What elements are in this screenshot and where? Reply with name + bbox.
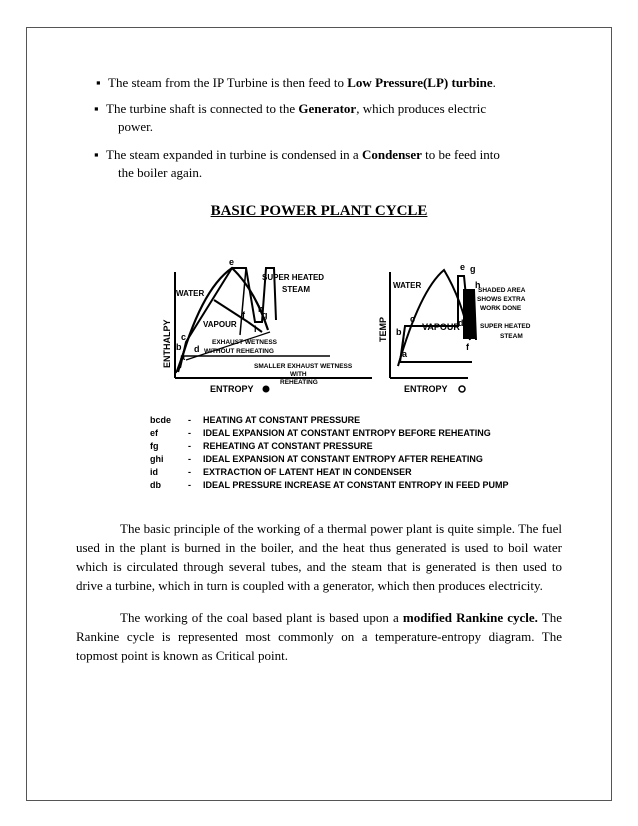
section-title: BASIC POWER PLANT CYCLE: [210, 203, 428, 219]
svg-text:EXTRACTION OF LATENT HEAT IN C: EXTRACTION OF LATENT HEAT IN CONDENSER: [203, 467, 412, 477]
r-point-g: g: [470, 264, 476, 274]
right-water-label: WATER: [393, 281, 422, 290]
right-vapour-label: VAPOUR: [422, 322, 460, 332]
water-label: WATER: [176, 289, 205, 298]
legend-row: [150, 454, 483, 464]
svg-text:-: -: [188, 480, 191, 490]
point-g: g: [262, 310, 268, 320]
svg-text:IDEAL EXPANSION AT CONSTANT EN: IDEAL EXPANSION AT CONSTANT ENTROPY BEFORE REHEATING: [203, 428, 491, 438]
note1a: EXHAUST WETNESS: [212, 339, 278, 346]
r-point-c: c: [410, 314, 416, 324]
r-point-a: a: [402, 349, 408, 359]
left-ylabel: ENTHALPY: [162, 319, 172, 368]
bullet-item: ▪ The turbine shaft is connected to the Generator, which produces electric power.: [94, 101, 487, 134]
note2b: WITH: [290, 371, 307, 378]
note2c: REHEATING: [280, 379, 318, 386]
svg-text:-: -: [188, 428, 191, 438]
r-point-b: b: [396, 327, 402, 337]
svg-text:REHEATING AT CONSTANT PRESSURE: REHEATING AT CONSTANT PRESSURE: [203, 441, 373, 451]
r-point-f: f: [466, 342, 469, 352]
legend-row: [150, 480, 509, 490]
svg-text:bcde: bcde: [150, 415, 172, 425]
right-xlabel: ENTROPY: [404, 384, 448, 394]
super2: STEAM: [500, 333, 523, 340]
point-b: b: [176, 342, 182, 352]
point-c: c: [181, 332, 187, 342]
svg-text:-: -: [188, 441, 191, 451]
point-e: e: [229, 257, 235, 267]
process-legend: [150, 415, 509, 490]
note1b: WITHOUT REHEATING: [204, 348, 274, 355]
legend-row: [150, 428, 491, 438]
paragraph-principle: The basic principle of the working of a thermal power plant is quite simple. The fuel used in the plant is burned in the boiler, and the heat thus generated is used to boil water which is circulated through several tubes, and the steam that is generated is then used to drive a turbine, which in turn is coupled with a generator, which then produces electricity.: [76, 521, 562, 593]
svg-text:IDEAL EXPANSION AT CONSTANT EN: IDEAL EXPANSION AT CONSTANT ENTROPY AFTER REHEATING: [203, 454, 483, 464]
r-point-e: e: [460, 262, 466, 272]
point-h: h: [258, 304, 264, 314]
paragraph-rankine: The working of the coal based plant is based upon a modified Rankine cycle. The Rankine cycle is represented most commonly on a temperature-entropy diagram. The topmost point is known as Critical point.: [76, 610, 562, 663]
svg-text:id: id: [150, 467, 158, 477]
svg-text:ghi: ghi: [150, 454, 164, 464]
point-f: f: [242, 310, 245, 320]
left-diagram-labels: [162, 257, 353, 394]
svg-text:-: -: [188, 454, 191, 464]
right-ylabel: TEMP: [378, 316, 388, 342]
svg-text:-: -: [188, 415, 191, 425]
svg-text:fg: fg: [150, 441, 159, 451]
bullet-item: ▪ The steam from the IP Turbine is then feed to Low Pressure(LP) turbine.: [96, 75, 496, 90]
r-point-d: d: [458, 318, 464, 328]
svg-text:IDEAL PRESSURE INCREASE AT CON: IDEAL PRESSURE INCREASE AT CONSTANT ENTROPY IN FEED PUMP: [203, 480, 509, 490]
right-diagram-labels: [378, 262, 531, 394]
svg-text:db: db: [150, 480, 161, 490]
shaded1: SHADED AREA: [478, 287, 526, 294]
point-i: i: [254, 324, 257, 334]
legend-row: [150, 467, 412, 477]
legend-row: [150, 415, 360, 425]
superheated-label: SUPER HEATED: [262, 273, 325, 282]
legend-row: [150, 441, 373, 451]
super1: SUPER HEATED: [480, 323, 531, 330]
r-point-h: h: [475, 280, 481, 290]
shaded2: SHOWS EXTRA: [477, 296, 526, 303]
svg-text:HEATING AT CONSTANT PRESSURE: HEATING AT CONSTANT PRESSURE: [203, 415, 361, 425]
svg-text:ef: ef: [150, 428, 159, 438]
point-a: a: [180, 352, 186, 362]
point-d: d: [194, 344, 200, 354]
svg-text:-: -: [188, 467, 191, 477]
vapour-label: VAPOUR: [203, 320, 237, 329]
steam-label: STEAM: [282, 285, 310, 294]
bullet-item: ▪ The steam expanded in turbine is condensed in a Condenser to be feed into the boiler again.: [94, 147, 500, 180]
shaded3: WORK DONE: [480, 305, 522, 312]
note2a: SMALLER EXHAUST WETNESS: [254, 363, 353, 370]
left-xlabel: ENTROPY: [210, 384, 254, 394]
